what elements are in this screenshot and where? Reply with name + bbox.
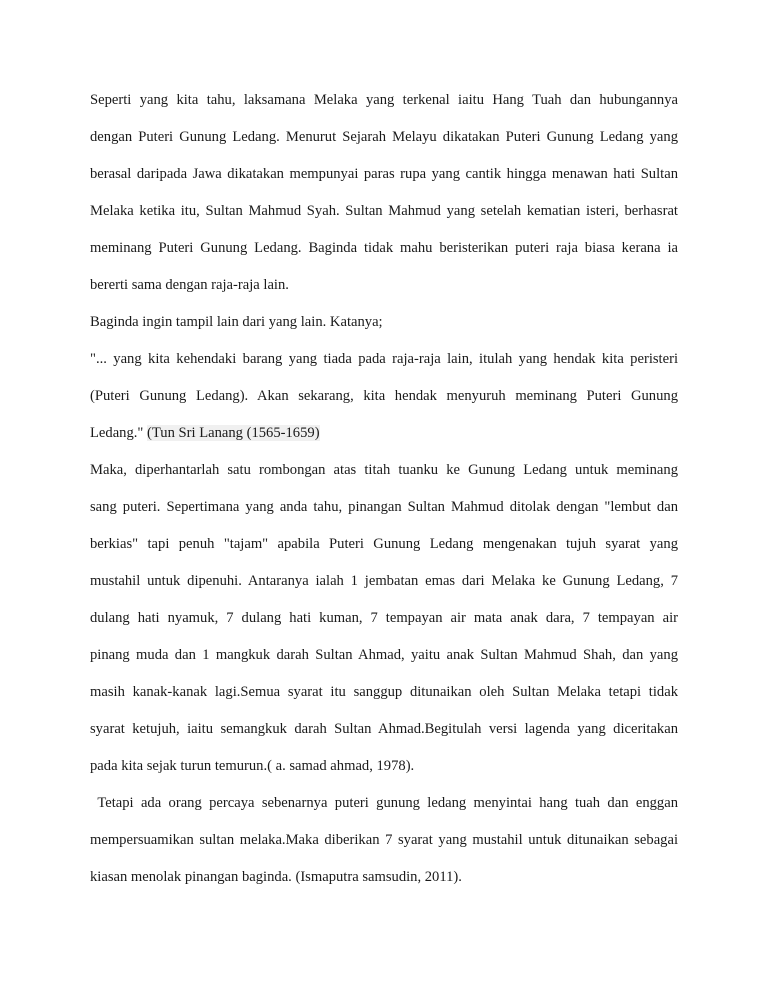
paragraph-2 [90,304,678,341]
text-line: Melaka ketika itu, Sultan Mahmud Syah. Sultan Mahmud yang setelah kematian isteri, berhasrat [90,203,678,219]
text-line: (Puteri Gunung Ledang). Akan sekarang, kita hendak menyuruh meminang Puteri Gunung [90,388,678,404]
text-line: Baginda ingin tampil lain dari yang lain. Katanya; [90,314,383,330]
paragraph-3-quote [90,341,678,452]
text-line: "... yang kita kehendaki barang yang tiada pada raja-raja lain, itulah yang hendak kita peristeri [90,351,678,367]
text-line: Maka, diperhantarlah satu rombongan atas titah tuanku ke Gunung Ledang untuk meminang [90,462,678,478]
text-line: bererti sama dengan raja-raja lain. [90,277,289,293]
text-line [90,415,678,452]
text-line: mempersuamikan sultan melaka.Maka diberikan 7 syarat yang mustahil untuk ditunaikan sebagai [90,832,678,848]
text-line: kiasan menolak pinangan baginda. (Ismaputra samsudin, 2011). [90,869,462,885]
text-line: mustahil untuk dipenuhi. Antaranya ialah 1 jembatan emas dari Melaka ke Gunung Ledang, 7 [90,573,678,589]
text-line: berkias" tapi penuh "tajam" apabila Puteri Gunung Ledang mengenakan tujuh syarat yang [90,536,678,552]
text-line: meminang Puteri Gunung Ledang. Baginda tidak mahu beristerikan puteri raja biasa kerana ia [90,240,678,256]
text-line: dengan Puteri Gunung Ledang. Menurut Sejarah Melayu dikatakan Puteri Gunung Ledang yang [90,129,678,145]
text-line: pada kita sejak turun temurun.( a. samad ahmad, 1978). [90,758,415,774]
text-line: pinang muda dan 1 mangkuk darah Sultan Ahmad, yaitu anak Sultan Mahmud Shah, dan yang [90,647,678,663]
text-line: berasal daripada Jawa dikatakan mempunyai paras rupa yang cantik hingga menawan hati Sultan [90,166,678,182]
document-page [90,82,678,896]
paragraph-4 [90,452,678,785]
text-line: Seperti yang kita tahu, laksamana Melaka yang terkenal iaitu Hang Tuah dan hubungannya [90,92,678,108]
text-line: Tetapi ada orang percaya sebenarnya puteri gunung ledang menyintai hang tuah dan enggan [90,795,678,811]
text-line: masih kanak-kanak lagi.Semua syarat itu sanggup ditunaikan oleh Sultan Melaka tetapi tidak [90,684,678,700]
citation: (Tun Sri Lanang (1565-1659) [147,425,320,441]
text-line: sang puteri. Sepertimana yang anda tahu, pinangan Sultan Mahmud ditolak dengan "lembut dan [90,499,678,515]
paragraph-5 [90,785,678,896]
paragraph-1 [90,82,678,304]
quote-end: Ledang." [90,425,148,441]
text-line: dulang hati nyamuk, 7 dulang hati kuman, 7 tempayan air mata anak dara, 7 tempayan air [90,610,678,626]
text-line: syarat ketujuh, iaitu semangkuk darah Sultan Ahmad.Begitulah versi lagenda yang diceritakan [90,721,678,737]
